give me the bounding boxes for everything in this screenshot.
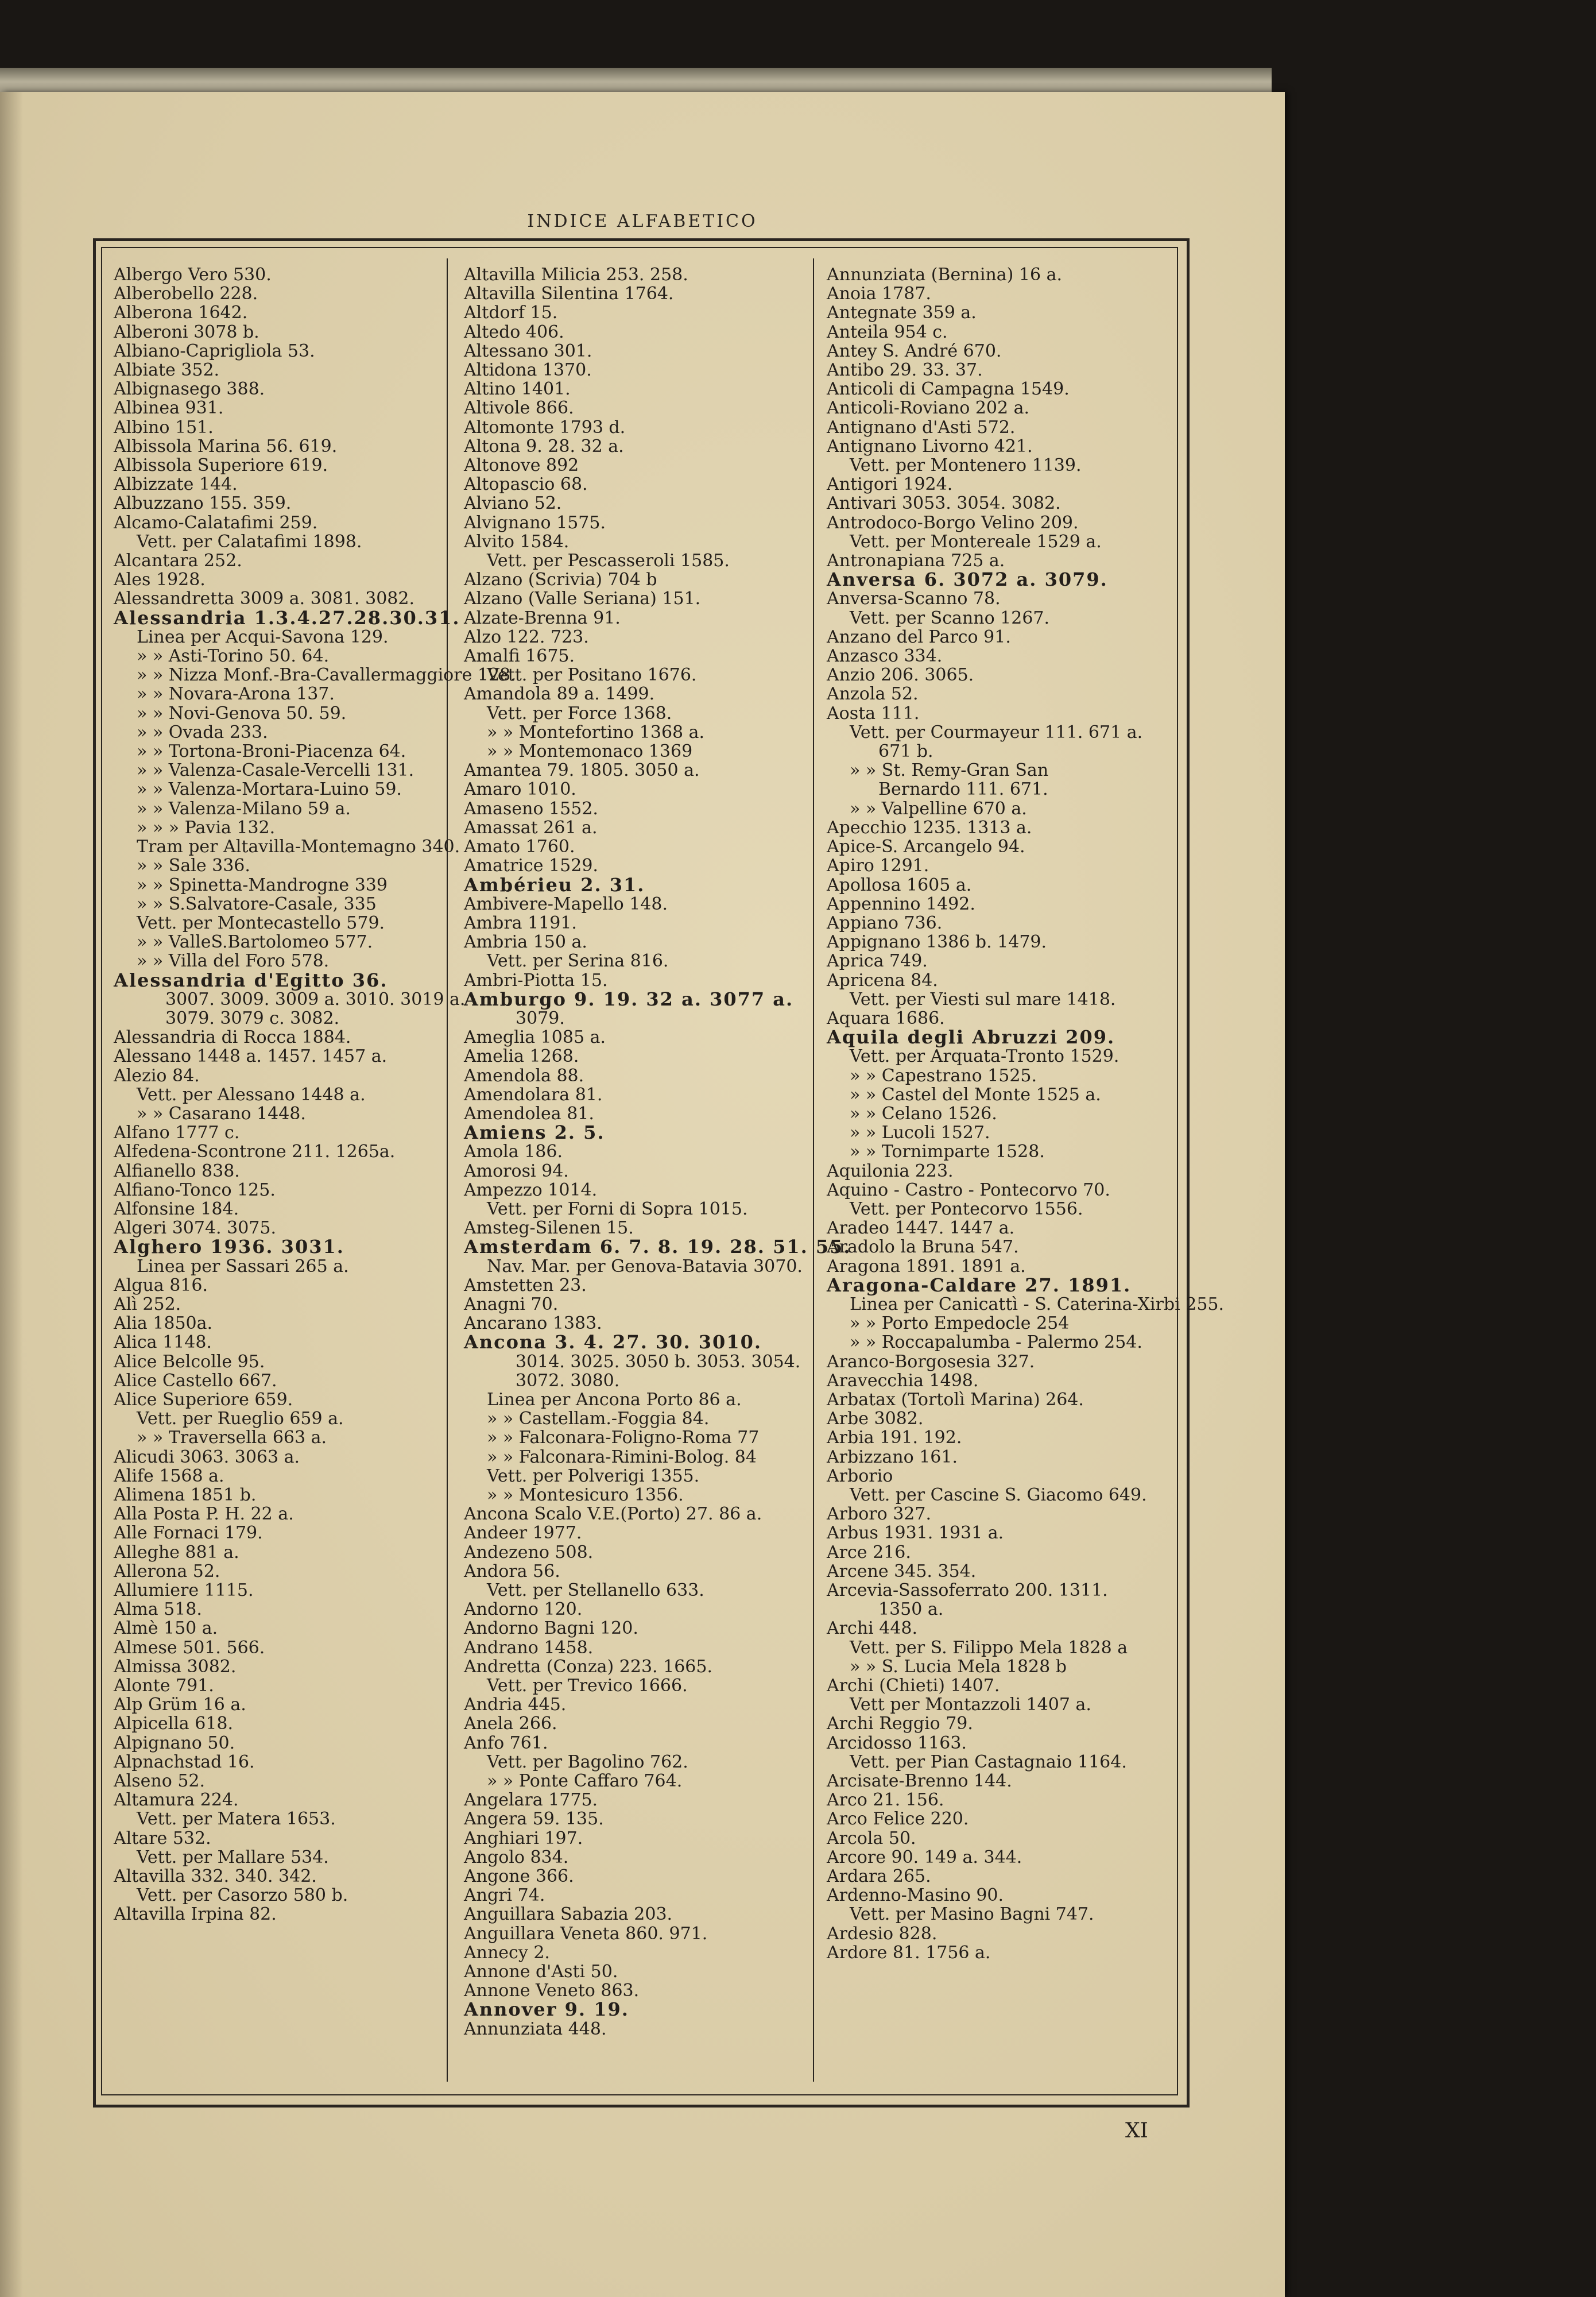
- index-entry: Antey S. André 670.: [827, 341, 1002, 361]
- index-entry: Altopascio 68.: [464, 474, 588, 495]
- index-entry: » » Spinetta-Mandrogne 339: [137, 875, 388, 895]
- index-entry: Alpignano 50.: [114, 1733, 235, 1753]
- index-entry: Albissola Superiore 619.: [114, 455, 328, 476]
- index-entry: Aranco-Borgosesia 327.: [827, 1351, 1035, 1372]
- index-entry: Anzasco 334.: [827, 646, 943, 667]
- index-entry: » » Montemonaco 1369: [487, 741, 693, 762]
- index-entry: Arcisate-Brenno 144.: [827, 1771, 1012, 1792]
- index-entry: Linea per Canicattì - S. Caterina-Xirbi 255.: [850, 1294, 1225, 1314]
- index-entry: » » Falconara-Rimini-Bolog. 84: [487, 1447, 757, 1467]
- index-entry: Alpnachstad 16.: [114, 1751, 255, 1772]
- index-entry: » » St. Remy-Gran San: [850, 760, 1049, 781]
- index-entry: » » Castel del Monte 1525 a.: [850, 1084, 1101, 1105]
- index-entry: 3072. 3080.: [516, 1370, 620, 1391]
- index-entry: Aquino - Castro - Pontecorvo 70.: [827, 1180, 1110, 1200]
- index-entry: Antegnate 359 a.: [827, 303, 977, 323]
- index-entry: Anoia 1787.: [827, 284, 931, 304]
- index-entry: Alpicella 618.: [114, 1714, 234, 1734]
- index-entry: Altare 532.: [114, 1828, 211, 1849]
- index-entry: Alla Posta P. H. 22 a.: [114, 1504, 294, 1525]
- index-entry: Linea per Ancona Porto 86 a.: [487, 1389, 742, 1410]
- index-entry: Altavilla Silentina 1764.: [464, 284, 674, 304]
- index-entry: » » Valenza-Mortara-Luino 59.: [137, 779, 402, 800]
- index-entry: Alessano 1448 a. 1457. 1457 a.: [114, 1046, 388, 1067]
- column-rule-2: [813, 258, 814, 2082]
- index-entry: Ancona 3. 4. 27. 30. 3010.: [464, 1331, 762, 1354]
- index-entry: Ales 1928.: [114, 570, 206, 590]
- index-entry: Ambérieu 2. 31.: [464, 873, 645, 896]
- index-entry: Alzano (Scrivia) 704 b: [464, 570, 657, 590]
- index-entry: Altino 1401.: [464, 379, 571, 400]
- index-entry: Antigori 1924.: [827, 474, 953, 495]
- index-entry: Alvito 1584.: [464, 531, 570, 552]
- index-entry: Annunziata (Bernina) 16 a.: [827, 265, 1063, 285]
- index-entry: Ambivere-Mapello 148.: [464, 894, 668, 914]
- index-entry: Anguillara Sabazia 203.: [464, 1904, 673, 1925]
- index-entry: » » Villa del Foro 578.: [137, 951, 330, 972]
- index-entry: » » Novara-Arona 137.: [137, 684, 335, 705]
- index-entry: Aravecchia 1498.: [827, 1370, 979, 1391]
- index-entry: Amaseno 1552.: [464, 798, 598, 819]
- index-entry: Alzo 122. 723.: [464, 627, 589, 647]
- index-entry: Vett. per Calatafimi 1898.: [137, 531, 362, 552]
- index-entry: » » Sale 336.: [137, 856, 250, 876]
- index-entry: Altdorf 15.: [464, 303, 558, 323]
- index-entry: Arco Felice 220.: [827, 1809, 969, 1830]
- index-entry: Antibo 29. 33. 37.: [827, 360, 983, 381]
- index-entry: Ancarano 1383.: [464, 1313, 602, 1334]
- index-entry: Amburgo 9. 19. 32 a. 3077 a.: [464, 988, 794, 1010]
- index-entry: Vett. per Force 1368.: [487, 703, 672, 724]
- index-entry: Andezeno 508.: [464, 1542, 594, 1563]
- index-entry: Annover 9. 19.: [464, 1998, 629, 2021]
- index-entry: 3079. 3079 c. 3082.: [165, 1008, 340, 1028]
- index-entry: Vett. per Bagolino 762.: [487, 1751, 688, 1772]
- index-entry: » » Tortona-Broni-Piacenza 64.: [137, 741, 406, 762]
- index-entry: Amendolara 81.: [464, 1084, 603, 1105]
- index-entry: Appignano 1386 b. 1479.: [827, 932, 1047, 953]
- index-entry: Vett. per Matera 1653.: [137, 1809, 336, 1830]
- index-entry: 3079.: [516, 1008, 565, 1028]
- index-entry: Amassat 261 a.: [464, 817, 598, 838]
- index-entry: Ambra 1191.: [464, 912, 577, 933]
- index-entry: Anversa-Scanno 78.: [827, 589, 1001, 609]
- index-entry: Alseno 52.: [114, 1771, 206, 1792]
- index-entry: Altona 9. 28. 32 a.: [464, 436, 624, 457]
- index-entry: Vett. per Trevico 1666.: [487, 1676, 688, 1696]
- index-entry: Vett per Montazzoli 1407 a.: [850, 1695, 1091, 1715]
- index-entry: Annone Veneto 863.: [464, 1981, 640, 2001]
- index-entry: Aragona-Caldare 27. 1891.: [827, 1274, 1132, 1296]
- index-entry: » » Tornimparte 1528.: [850, 1142, 1045, 1162]
- index-entry: Vett. per Serina 816.: [487, 951, 669, 972]
- index-entry: Amelia 1268.: [464, 1046, 579, 1067]
- index-entry: Andeer 1977.: [464, 1523, 582, 1544]
- index-entry: Alimena 1851 b.: [114, 1485, 257, 1505]
- index-entry: Altessano 301.: [464, 341, 592, 361]
- index-entry: Altidona 1370.: [464, 360, 592, 381]
- index-entry: Vett. per Mallare 534.: [137, 1847, 329, 1867]
- index-entry: Aquila degli Abruzzi 209.: [827, 1026, 1115, 1049]
- page-title: INDICE ALFABETICO: [527, 211, 758, 231]
- index-entry: Amalfi 1675.: [464, 646, 575, 667]
- index-entry: Albergo Vero 530.: [114, 265, 272, 285]
- index-entry: Anagni 70.: [464, 1294, 559, 1314]
- index-entry: Altomonte 1793 d.: [464, 417, 626, 438]
- index-entry: Antivari 3053. 3054. 3082.: [827, 493, 1061, 514]
- index-entry: » » » Pavia 132.: [137, 817, 276, 838]
- index-entry: » » Traversella 663 a.: [137, 1428, 327, 1448]
- index-entry: Antignano Livorno 421.: [827, 436, 1033, 457]
- index-entry: Alica 1148.: [114, 1332, 212, 1353]
- index-entry: Arcola 50.: [827, 1828, 916, 1849]
- index-entry: Anguillara Veneta 860. 971.: [464, 1923, 708, 1944]
- index-entry: Anfo 761.: [464, 1733, 548, 1753]
- index-entry: Aprica 749.: [827, 951, 928, 972]
- index-entry: Altavilla Irpina 82.: [114, 1904, 277, 1925]
- index-entry: » » Ponte Caffaro 764.: [487, 1771, 683, 1792]
- index-entry: Andorno 120.: [464, 1599, 583, 1620]
- index-entry: Arbus 1931. 1931 a.: [827, 1523, 1004, 1544]
- index-entry: Arboro 327.: [827, 1504, 932, 1525]
- index-entry: Alcantara 252.: [114, 551, 242, 571]
- index-entry: Alfano 1777 c.: [114, 1123, 240, 1143]
- index-entry: Amato 1760.: [464, 837, 575, 857]
- index-entry: Arce 216.: [827, 1542, 911, 1563]
- index-entry: » » S. Lucia Mela 1828 b: [850, 1656, 1067, 1677]
- index-entry: 3014. 3025. 3050 b. 3053. 3054.: [516, 1351, 801, 1372]
- index-entry: Ardenno-Masino 90.: [827, 1885, 1004, 1906]
- index-entry: Anteila 954 c.: [827, 322, 948, 342]
- index-entry: Vett. per Positano 1676.: [487, 665, 697, 686]
- index-entry: » » Ovada 233.: [137, 722, 268, 743]
- index-entry: Arcore 90. 149 a. 344.: [827, 1847, 1022, 1867]
- index-entry: Albinea 931.: [114, 398, 224, 419]
- index-entry: Alia 1850a.: [114, 1313, 213, 1334]
- index-entry: Alfedena-Scontrone 211. 1265a.: [114, 1142, 396, 1162]
- index-entry: Altavilla Milicia 253. 258.: [464, 265, 688, 285]
- index-entry: » » Porto Empedocle 254: [850, 1313, 1070, 1334]
- index-entry: 671 b.: [878, 741, 933, 762]
- index-entry: Annunziata 448.: [464, 2018, 607, 2039]
- index-entry: Andorno Bagni 120.: [464, 1618, 638, 1639]
- index-entry: » » Roccapalumba - Palermo 254.: [850, 1332, 1142, 1353]
- column-rule-1: [447, 258, 448, 2082]
- index-entry: Aquara 1686.: [827, 1008, 945, 1028]
- index-entry: Apollosa 1605 a.: [827, 875, 972, 895]
- index-entry: Archi (Chieti) 1407.: [827, 1676, 1000, 1696]
- index-entry: Arcevia-Sassoferrato 200. 1311.: [827, 1580, 1108, 1601]
- index-entry: Appiano 736.: [827, 912, 943, 933]
- index-entry: Amsterdam 6. 7. 8. 19. 28. 51. 55.: [464, 1236, 851, 1258]
- index-entry: Amaro 1010.: [464, 779, 576, 800]
- index-entry: Arcidosso 1163.: [827, 1733, 967, 1753]
- index-entry: Ardesio 828.: [827, 1923, 938, 1944]
- index-entry: Alberoni 3078 b.: [114, 322, 259, 342]
- index-entry: Amandola 89 a. 1499.: [464, 684, 655, 705]
- index-entry: Apecchio 1235. 1313 a.: [827, 817, 1032, 838]
- index-entry: » » Novi-Genova 50. 59.: [137, 703, 347, 724]
- index-entry: Vett. per Arquata-Tronto 1529.: [850, 1046, 1119, 1067]
- index-entry: Albiano-Caprigliola 53.: [114, 341, 315, 361]
- index-entry: » » Castellam.-Foggia 84.: [487, 1409, 710, 1429]
- index-column-2: [464, 265, 851, 2039]
- index-entry: Vett. per Casorzo 580 b.: [137, 1885, 348, 1906]
- index-entry: Anghiari 197.: [464, 1828, 583, 1849]
- index-entry: » » Montefortino 1368 a.: [487, 722, 705, 743]
- index-entry: Andretta (Conza) 223. 1665.: [464, 1656, 713, 1677]
- index-entry: Alessandria 1.3.4.27.28.30.31.: [114, 606, 460, 629]
- index-entry: » » Valenza-Milano 59 a.: [137, 798, 351, 819]
- index-entry: Amola 186.: [464, 1142, 563, 1162]
- index-entry: Alezio 84.: [114, 1065, 200, 1086]
- index-entry: Altonove 892: [464, 455, 579, 476]
- index-entry: Amorosi 94.: [464, 1161, 569, 1181]
- index-entry: » » Lucoli 1527.: [850, 1123, 990, 1143]
- index-entry: Altavilla 332. 340. 342.: [114, 1866, 317, 1887]
- index-entry: Alice Castello 667.: [114, 1370, 277, 1391]
- index-entry: Aragona 1891. 1891 a.: [827, 1256, 1026, 1277]
- index-entry: Vett. per Pontecorvo 1556.: [850, 1198, 1083, 1219]
- index-entry: Anela 266.: [464, 1714, 557, 1734]
- index-entry: Alleghe 881 a.: [114, 1542, 239, 1563]
- index-entry: Amendola 88.: [464, 1065, 584, 1086]
- index-entry: Vett. per Rueglio 659 a.: [137, 1409, 344, 1429]
- index-entry: Angera 59. 135.: [464, 1809, 604, 1830]
- index-entry: Vett. per Montereale 1529 a.: [850, 531, 1102, 552]
- index-entry: Angelara 1775.: [464, 1790, 598, 1811]
- index-entry: Angri 74.: [464, 1885, 545, 1906]
- index-entry: Anzio 206. 3065.: [827, 665, 974, 686]
- index-entry: Anticoli di Campagna 1549.: [827, 379, 1070, 400]
- index-entry: Algeri 3074. 3075.: [114, 1218, 276, 1239]
- index-entry: Ampezzo 1014.: [464, 1180, 598, 1200]
- index-entry: Alghero 1936. 3031.: [114, 1236, 344, 1258]
- index-entry: Aosta 111.: [827, 703, 920, 724]
- index-entry: Antignano d'Asti 572.: [827, 417, 1016, 438]
- index-entry: Apricena 84.: [827, 970, 938, 991]
- index-entry: » » Valpelline 670 a.: [850, 798, 1027, 819]
- index-entry: Amendolea 81.: [464, 1103, 594, 1124]
- index-entry: Alessandria di Rocca 1884.: [114, 1027, 351, 1048]
- index-entry: Archi Reggio 79.: [827, 1714, 973, 1734]
- index-entry: Bernardo 111. 671.: [878, 779, 1048, 800]
- index-entry: Anzola 52.: [827, 684, 919, 705]
- index-entry: Alvignano 1575.: [464, 512, 606, 533]
- index-entry: Albiate 352.: [114, 360, 220, 381]
- index-entry: » » Celano 1526.: [850, 1103, 997, 1124]
- index-entry: Albuzzano 155. 359.: [114, 493, 292, 514]
- index-entry: Alzate-Brenna 91.: [464, 608, 621, 628]
- index-entry: Altivole 866.: [464, 398, 574, 419]
- index-entry: Nav. Mar. per Genova-Batavia 3070.: [487, 1256, 803, 1277]
- index-entry: Alice Superiore 659.: [114, 1389, 293, 1410]
- index-entry: Antronapiana 725 a.: [827, 551, 1005, 571]
- index-entry: Amsteg-Silenen 15.: [464, 1218, 634, 1239]
- index-entry: Alice Belcolle 95.: [114, 1351, 265, 1372]
- index-entry: Albissola Marina 56. 619.: [114, 436, 338, 457]
- index-entry: » » Nizza Monf.-Bra-Cavallermaggiore 128.: [137, 665, 516, 686]
- index-entry: Vett. per Forni di Sopra 1015.: [487, 1198, 748, 1219]
- index-entry: Vett. per Masino Bagni 747.: [850, 1904, 1094, 1925]
- index-entry: Angolo 834.: [464, 1847, 569, 1867]
- index-entry: Altamura 224.: [114, 1790, 239, 1811]
- page-number: XI: [1125, 2119, 1148, 2143]
- index-entry: Apiro 1291.: [827, 856, 929, 876]
- index-entry: Alife 1568 a.: [114, 1465, 224, 1486]
- index-entry: Alonte 791.: [114, 1676, 214, 1696]
- index-entry: Vett. per Montecastello 579.: [137, 912, 385, 933]
- index-entry: » » Montesicuro 1356.: [487, 1485, 684, 1505]
- index-entry: Anticoli-Roviano 202 a.: [827, 398, 1030, 419]
- index-entry: Vett. per Stellanello 633.: [487, 1580, 704, 1601]
- index-entry: Arbizzano 161.: [827, 1447, 958, 1467]
- index-entry: Almese 501. 566.: [114, 1637, 265, 1658]
- index-entry: Ardara 265.: [827, 1866, 931, 1887]
- page-spine-shadow: [0, 92, 23, 2297]
- index-entry: Aradolo la Bruna 547.: [827, 1237, 1019, 1258]
- index-entry: Alberona 1642.: [114, 303, 248, 323]
- index-entry: Alzano (Valle Seriana) 151.: [464, 589, 701, 609]
- index-entry: Alma 518.: [114, 1599, 202, 1620]
- index-entry: Ameglia 1085 a.: [464, 1027, 606, 1048]
- index-entry: Apice-S. Arcangelo 94.: [827, 837, 1025, 857]
- index-entry: Vett. per Cascine S. Giacomo 649.: [850, 1485, 1147, 1505]
- index-entry: Tram per Altavilla-Montemagno 340.: [137, 837, 460, 857]
- index-entry: Annone d'Asti 50.: [464, 1962, 618, 1982]
- index-entry: Arborio: [827, 1465, 893, 1486]
- index-entry: Amatrice 1529.: [464, 856, 598, 876]
- index-entry: Vett. per Viesti sul mare 1418.: [850, 989, 1116, 1010]
- index-entry: » » ValleS.Bartolomeo 577.: [137, 932, 373, 953]
- index-entry: Antrodoco-Borgo Velino 209.: [827, 512, 1079, 533]
- index-entry: Vett. per Polverigi 1355.: [487, 1465, 700, 1486]
- index-entry: Archi 448.: [827, 1618, 918, 1639]
- index-entry: » » Falconara-Foligno-Roma 77: [487, 1428, 760, 1448]
- index-entry: Amstetten 23.: [464, 1275, 587, 1296]
- index-entry: Ambri-Piotta 15.: [464, 970, 608, 991]
- index-entry: Alviano 52.: [464, 493, 562, 514]
- index-entry: Vett. per Pescasseroli 1585.: [487, 551, 730, 571]
- index-entry: » » S.Salvatore-Casale, 335: [137, 894, 377, 914]
- index-entry: Ardore 81. 1756 a.: [827, 1942, 991, 1963]
- index-entry: 1350 a.: [878, 1599, 944, 1620]
- index-entry: Alicudi 3063. 3063 a.: [114, 1447, 300, 1467]
- index-entry: Vett. per Courmayeur 111. 671 a.: [850, 722, 1143, 743]
- index-entry: Ancona Scalo V.E.(Porto) 27. 86 a.: [464, 1504, 762, 1525]
- index-entry: Appennino 1492.: [827, 894, 975, 914]
- index-entry: Aquilonia 223.: [827, 1161, 954, 1181]
- index-entry: Arco 21. 156.: [827, 1790, 944, 1811]
- index-entry: Alcamo-Calatafimi 259.: [114, 512, 318, 533]
- index-entry: Alì 252.: [114, 1294, 181, 1314]
- index-entry: Alp Grüm 16 a.: [114, 1695, 246, 1715]
- index-entry: Arbatax (Tortolì Marina) 264.: [827, 1389, 1084, 1410]
- index-entry: Amiens 2. 5.: [464, 1122, 605, 1144]
- index-entry: Alessandretta 3009 a. 3081. 3082.: [114, 589, 415, 609]
- index-entry: Albizzate 144.: [114, 474, 238, 495]
- index-entry: Vett. per Scanno 1267.: [850, 608, 1050, 628]
- index-entry: Alfianello 838.: [114, 1161, 240, 1181]
- index-entry: Vett. per Pian Castagnaio 1164.: [850, 1751, 1127, 1772]
- index-entry: Algua 816.: [114, 1275, 208, 1296]
- index-entry: » » Casarano 1448.: [137, 1103, 306, 1124]
- index-entry: Alessandria d'Egitto 36.: [114, 969, 388, 991]
- index-entry: » » Capestrano 1525.: [850, 1065, 1037, 1086]
- index-entry: 3007. 3009. 3009 a. 3010. 3019 a.: [165, 989, 466, 1010]
- index-entry: Andria 445.: [464, 1695, 567, 1715]
- index-entry: Ambria 150 a.: [464, 932, 587, 953]
- index-entry: Linea per Acqui-Savona 129.: [137, 627, 389, 647]
- index-entry: Arbia 191. 192.: [827, 1428, 962, 1448]
- index-entry: » » Valenza-Casale-Vercelli 131.: [137, 760, 415, 781]
- index-entry: Andora 56.: [464, 1561, 560, 1581]
- index-entry: Albino 151.: [114, 417, 214, 438]
- index-entry: Alberobello 228.: [114, 284, 258, 304]
- index-entry: Almè 150 a.: [114, 1618, 218, 1639]
- index-entry: Aradeo 1447. 1447 a.: [827, 1218, 1015, 1239]
- index-entry: Alfiano-Tonco 125.: [114, 1180, 276, 1200]
- index-entry: » » Asti-Torino 50. 64.: [137, 646, 330, 667]
- index-entry: Vett. per Montenero 1139.: [850, 455, 1082, 476]
- index-entry: Alfonsine 184.: [114, 1198, 239, 1219]
- index-entry: Vett. per Alessano 1448 a.: [137, 1084, 366, 1105]
- index-entry: Andrano 1458.: [464, 1637, 594, 1658]
- index-entry: Almissa 3082.: [114, 1656, 237, 1677]
- index-entry: Vett. per S. Filippo Mela 1828 a: [850, 1637, 1128, 1658]
- index-entry: Angone 366.: [464, 1866, 574, 1887]
- index-column-3: [827, 265, 1225, 1963]
- index-entry: Linea per Sassari 265 a.: [137, 1256, 349, 1277]
- index-entry: Arcene 345. 354.: [827, 1561, 977, 1581]
- index-entry: Amantea 79. 1805. 3050 a.: [464, 760, 700, 781]
- index-entry: Allerona 52.: [114, 1561, 220, 1581]
- index-entry: Arbe 3082.: [827, 1409, 924, 1429]
- index-entry: Anzano del Parco 91.: [827, 627, 1011, 647]
- index-entry: Altedo 406.: [464, 322, 564, 342]
- index-entry: Allumiere 1115.: [114, 1580, 254, 1601]
- index-entry: Anversa 6. 3072 a. 3079.: [827, 569, 1108, 591]
- index-entry: Annecy 2.: [464, 1942, 550, 1963]
- index-entry: Alle Fornaci 179.: [114, 1523, 263, 1544]
- index-entry: Albignasego 388.: [114, 379, 265, 400]
